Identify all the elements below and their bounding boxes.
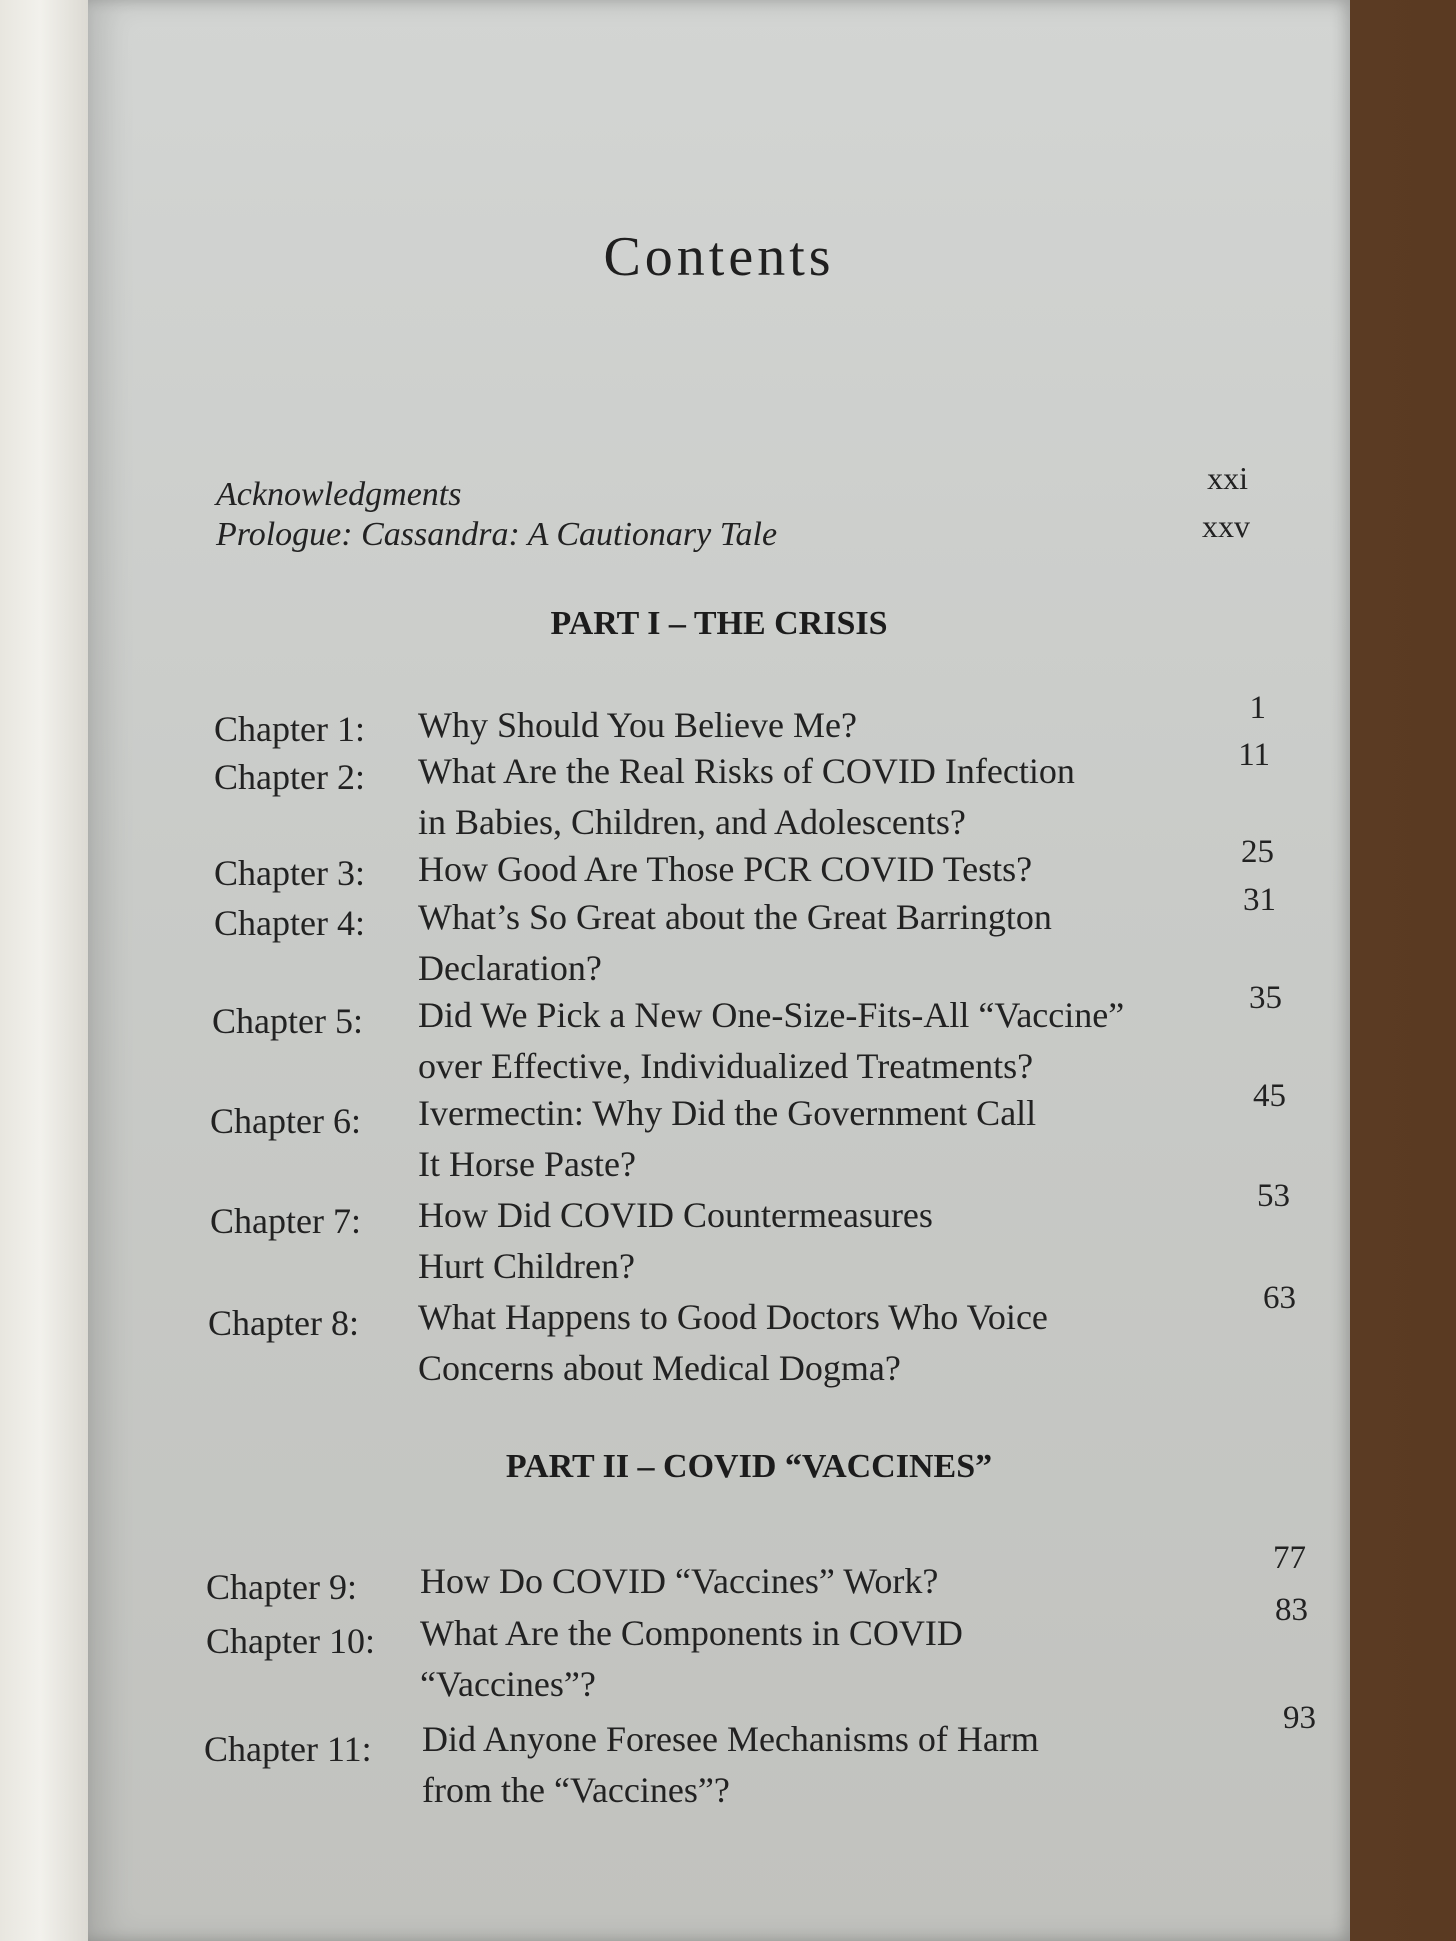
chapter-label: Chapter 9:: [206, 1567, 357, 1607]
chapter-label: Chapter 1:: [214, 709, 365, 749]
chapter-label: Chapter 8:: [208, 1303, 359, 1343]
chapter-title-line: What Happens to Good Doctors Who Voice: [418, 1297, 1048, 1337]
chapter-title-line: Why Should You Believe Me?: [418, 705, 857, 745]
chapter-page-number: 1: [1249, 690, 1266, 726]
chapter-title-line: How Good Are Those PCR COVID Tests?: [418, 849, 1033, 889]
chapter-title: [418, 1088, 1178, 1190]
chapter-title: [422, 1714, 1182, 1816]
chapter-page-number: 45: [1253, 1078, 1286, 1114]
part-heading-1: PART I – THE CRISIS: [550, 605, 888, 642]
chapter-title-line: Concerns about Medical Dogma?: [418, 1348, 901, 1388]
chapter-title: [418, 1292, 1178, 1394]
chapter-page-number: 93: [1283, 1700, 1316, 1736]
chapter-title: [418, 746, 1178, 848]
chapter-title-line: What’s So Great about the Great Barrington: [418, 897, 1052, 937]
book-page: [88, 0, 1350, 1941]
chapter-label: Chapter 6:: [210, 1101, 361, 1141]
part-heading-2: PART II – COVID “VACCINES”: [505, 1448, 993, 1485]
chapter-title-line: Did We Pick a New One-Size-Fits-All “Vaccine”: [418, 995, 1125, 1035]
chapter-page-number: 77: [1273, 1540, 1306, 1576]
chapter-title: [420, 1556, 1180, 1607]
chapter-title: [418, 892, 1178, 994]
page-title: Contents: [603, 226, 835, 288]
chapter-title-line: What Are the Components in COVID: [420, 1613, 963, 1653]
chapter-title-line: Declaration?: [418, 948, 602, 988]
chapter-page-number: 83: [1275, 1592, 1308, 1628]
chapter-label: Chapter 3:: [214, 853, 365, 893]
front-matter-acknowledgments: Acknowledgments: [216, 476, 462, 513]
chapter-title-line: Did Anyone Foresee Mechanisms of Harm: [422, 1719, 1039, 1759]
chapter-label: Chapter 7:: [210, 1201, 361, 1241]
chapter-title-line: It Horse Paste?: [418, 1144, 636, 1184]
front-matter-acknowledgments-page: xxi: [1207, 460, 1248, 496]
chapter-title: [418, 990, 1178, 1092]
chapter-title-line: from the “Vaccines”?: [422, 1770, 730, 1810]
chapter-page-number: 31: [1243, 882, 1276, 918]
chapter-label: Chapter 10:: [206, 1621, 375, 1661]
chapter-title-line: in Babies, Children, and Adolescents?: [418, 802, 966, 842]
chapter-page-number: 53: [1257, 1178, 1290, 1214]
chapter-page-number: 11: [1238, 737, 1270, 773]
chapter-page-number: 63: [1263, 1280, 1296, 1316]
front-matter-prologue-page: xxv: [1202, 508, 1250, 544]
chapter-page-number: 25: [1241, 834, 1274, 870]
chapter-title-line: “Vaccines”?: [420, 1664, 596, 1704]
chapter-title: [418, 844, 1178, 895]
chapter-title-line: Ivermectin: Why Did the Government Call: [418, 1093, 1037, 1133]
chapter-page-number: 35: [1249, 980, 1282, 1016]
chapter-title-line: How Did COVID Countermeasures: [418, 1195, 933, 1235]
chapter-title-line: over Effective, Individualized Treatments?: [418, 1046, 1034, 1086]
chapter-title-line: What Are the Real Risks of COVID Infection: [418, 751, 1075, 791]
chapter-label: Chapter 5:: [212, 1001, 363, 1041]
chapter-title-line: How Do COVID “Vaccines” Work?: [420, 1561, 939, 1601]
chapter-label: Chapter 2:: [214, 757, 365, 797]
chapter-label: Chapter 4:: [214, 903, 365, 943]
front-matter-prologue: Prologue: Cassandra: A Cautionary Tale: [216, 516, 778, 553]
chapter-title: [418, 1190, 1178, 1292]
chapter-title: [420, 1608, 1180, 1710]
chapter-label: Chapter 11:: [204, 1729, 372, 1769]
chapter-title: [418, 700, 1178, 751]
chapter-title-line: Hurt Children?: [418, 1246, 635, 1286]
